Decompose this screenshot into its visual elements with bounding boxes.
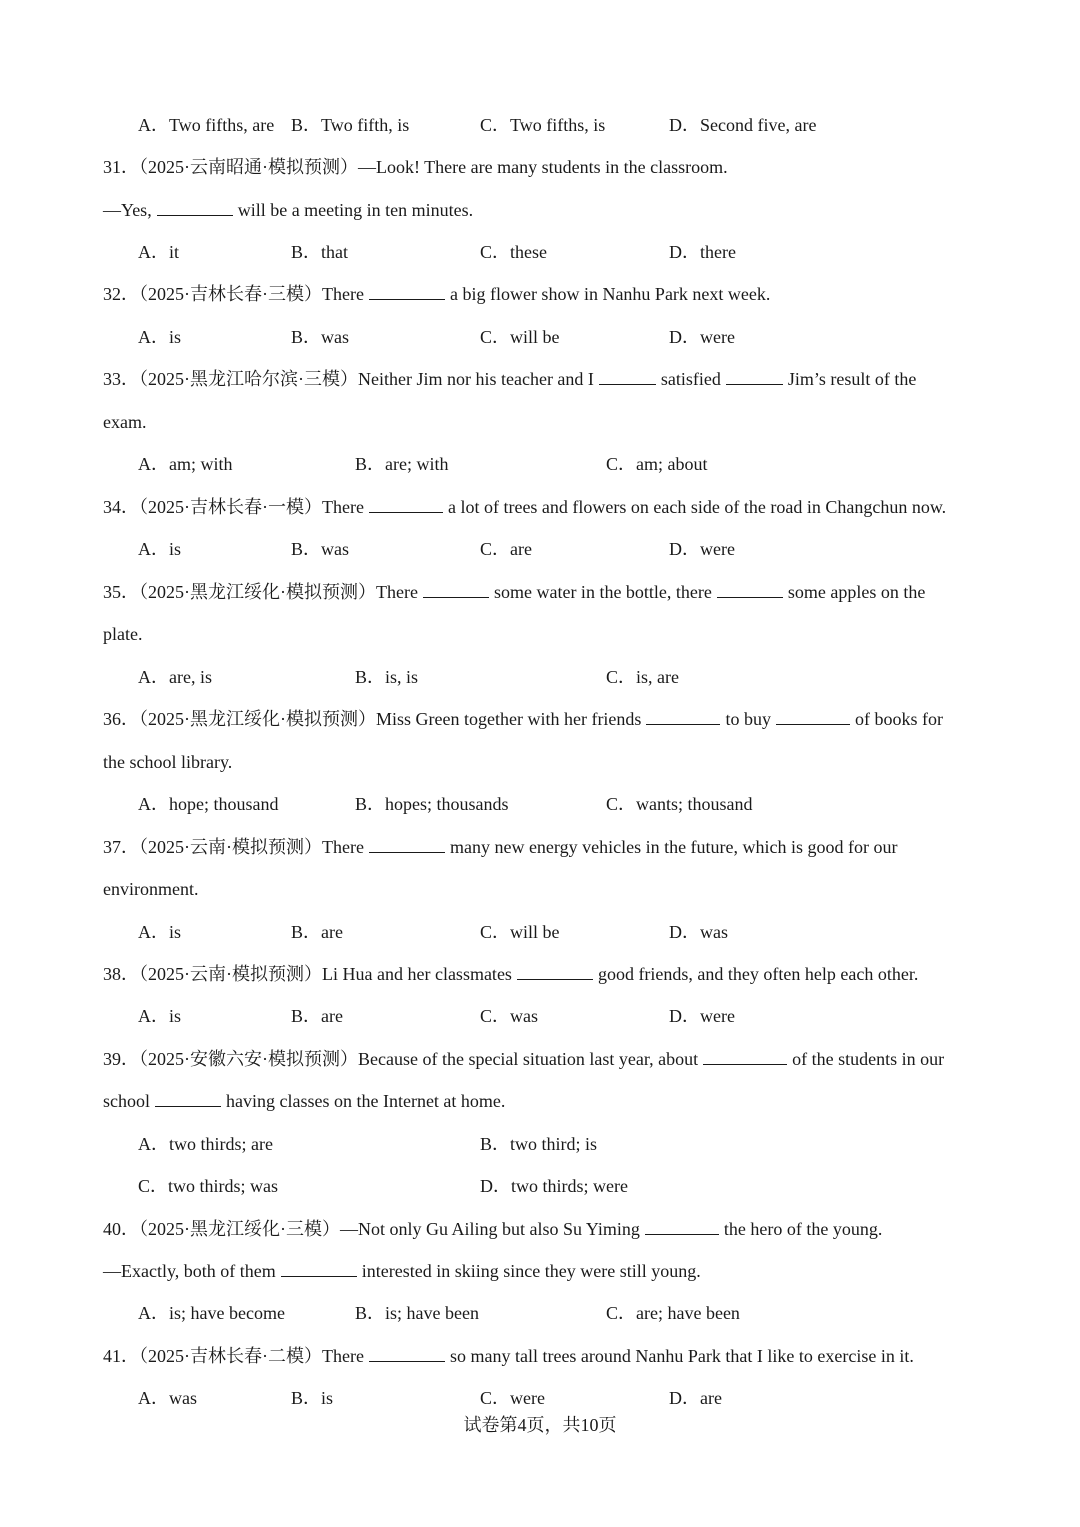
question-35-line-2: plate. [103,624,143,644]
option: A．is [138,1006,182,1026]
option: B．was [291,539,349,559]
question-39-line-2: school having classes on the Internet at home. [103,1091,506,1111]
q41-options [0,1386,1080,1410]
option: B．was [291,327,349,347]
option: B．is, is [355,667,419,687]
option: C．is, are [606,667,679,687]
answer-blank [369,282,445,300]
answer-blank [646,707,720,725]
option: A．is [138,327,182,347]
question-40: 40．（2025·黑龙江绥化·三模）—Not only Gu Ailing but also Su Yiming the hero of the young. [103,1219,883,1239]
question-source: （2025·吉林长春·二模） [139,1346,322,1366]
option: B．are; with [355,454,449,474]
option: B．Two fifth, is [291,115,410,135]
question-31: 31．（2025·云南昭通·模拟预测）—Look! There are many students in the classroom. [103,157,728,177]
q32-options [0,325,1080,349]
question-source: （2025·黑龙江绥化·模拟预测） [139,709,376,729]
answer-blank [645,1217,719,1235]
question-37-line-2: environment. [103,879,199,899]
question-33: 33．（2025·黑龙江哈尔滨·三模）Neither Jim nor his teacher and I satisfied Jim’s result of the [103,369,917,389]
option: D．were [669,539,735,559]
question-36: 36．（2025·黑龙江绥化·模拟预测）Miss Green together with her friends to buy of books for [103,709,943,729]
answer-blank [599,367,656,385]
question-source: （2025·吉林长春·一模） [139,497,322,517]
option: A．hope; thousand [138,794,279,814]
q40-options [0,1301,1080,1325]
answer-blank [726,367,783,385]
answer-blank [281,1259,357,1277]
option: C．are; have been [606,1303,740,1323]
option: D．was [669,922,728,942]
q39-options-row-1 [0,1132,1080,1156]
answer-blank [776,707,850,725]
q38-options [0,1004,1080,1028]
option: C．was [480,1006,538,1026]
answer-blank [369,1344,445,1362]
question-40-line-2: —Exactly, both of them interested in skiing since they were still young. [103,1261,701,1281]
answer-blank [703,1047,787,1065]
option: C．these [480,242,547,262]
question-36-line-2: the school library. [103,752,233,772]
option: A．are, is [138,667,212,687]
option: C．will be [480,327,560,347]
option: D．Second five, are [669,115,817,135]
q39-options-row-2 [0,1174,1080,1198]
q33-options [0,452,1080,476]
option: C．will be [480,922,560,942]
option: D．were [669,1006,735,1026]
page-footer: 试卷第4页，共10页 [463,1415,617,1435]
option: C．Two fifths, is [480,115,606,135]
q35-options [0,665,1080,689]
q36-options [0,792,1080,816]
option: D．are [669,1388,722,1408]
answer-blank [517,962,593,980]
option: D．were [669,327,735,347]
option: B．is [291,1388,334,1408]
option: B．is; have been [355,1303,479,1323]
question-source: （2025·黑龙江绥化·三模） [139,1219,340,1239]
option: A．is; have become [138,1303,285,1323]
answer-blank [157,198,233,216]
question-39: 39．（2025·安徽六安·模拟预测）Because of the special situation last year, about of the students in our [103,1049,945,1069]
question-34: 34．（2025·吉林长春·一模）There a lot of trees and flowers on each side of the road in Changchun now. [103,497,947,517]
question-source: （2025·云南·模拟预测） [139,964,322,984]
question-37: 37．（2025·云南·模拟预测）There many new energy vehicles in the future, which is good for our [103,837,898,857]
question-source: （2025·云南·模拟预测） [139,837,322,857]
option: A．Two fifths, are [138,115,275,135]
q30-options [0,113,1080,137]
q37-options [0,920,1080,944]
question-31-line-2: —Yes, will be a meeting in ten minutes. [103,200,474,220]
option: A．am; with [138,454,233,474]
option: C．wants; thousand [606,794,753,814]
option: C．were [480,1388,545,1408]
question-35: 35．（2025·黑龙江绥化·模拟预测）There some water in the bottle, there some apples on the [103,582,926,602]
answer-blank [369,495,443,513]
option: B．are [291,922,343,942]
answer-blank [369,835,445,853]
question-source: （2025·黑龙江绥化·模拟预测） [139,582,376,602]
question-41: 41．（2025·吉林长春·二模）There so many tall trees around Nanhu Park that I like to exercise in it. [103,1346,914,1366]
q34-options [0,537,1080,561]
option: D．there [669,242,736,262]
question-source: （2025·云南昭通·模拟预测） [139,157,358,177]
question-source: （2025·黑龙江哈尔滨·三模） [139,369,358,389]
option: C．am; about [606,454,708,474]
question-source: （2025·安徽六安·模拟预测） [139,1049,358,1069]
answer-blank [717,580,783,598]
option: B．two third; is [480,1134,598,1154]
q31-options [0,240,1080,264]
answer-blank [155,1089,221,1107]
option: B．that [291,242,348,262]
question-source: （2025·吉林长春·三模） [139,284,322,304]
option: A．is [138,922,182,942]
option: A．two thirds; are [138,1134,273,1154]
option: A．is [138,539,182,559]
option: C．two thirds; was [138,1176,279,1196]
option: A．was [138,1388,197,1408]
option: C．are [480,539,532,559]
option: B．hopes; thousands [355,794,509,814]
answer-blank [423,580,489,598]
question-38: 38．（2025·云南·模拟预测）Li Hua and her classmates good friends, and they often help each other. [103,964,919,984]
question-32: 32．（2025·吉林长春·三模）There a big flower show in Nanhu Park next week. [103,284,771,304]
option: A．it [138,242,180,262]
option: B．are [291,1006,343,1026]
option: D．two thirds; were [480,1176,628,1196]
question-33-line-2: exam. [103,412,147,432]
